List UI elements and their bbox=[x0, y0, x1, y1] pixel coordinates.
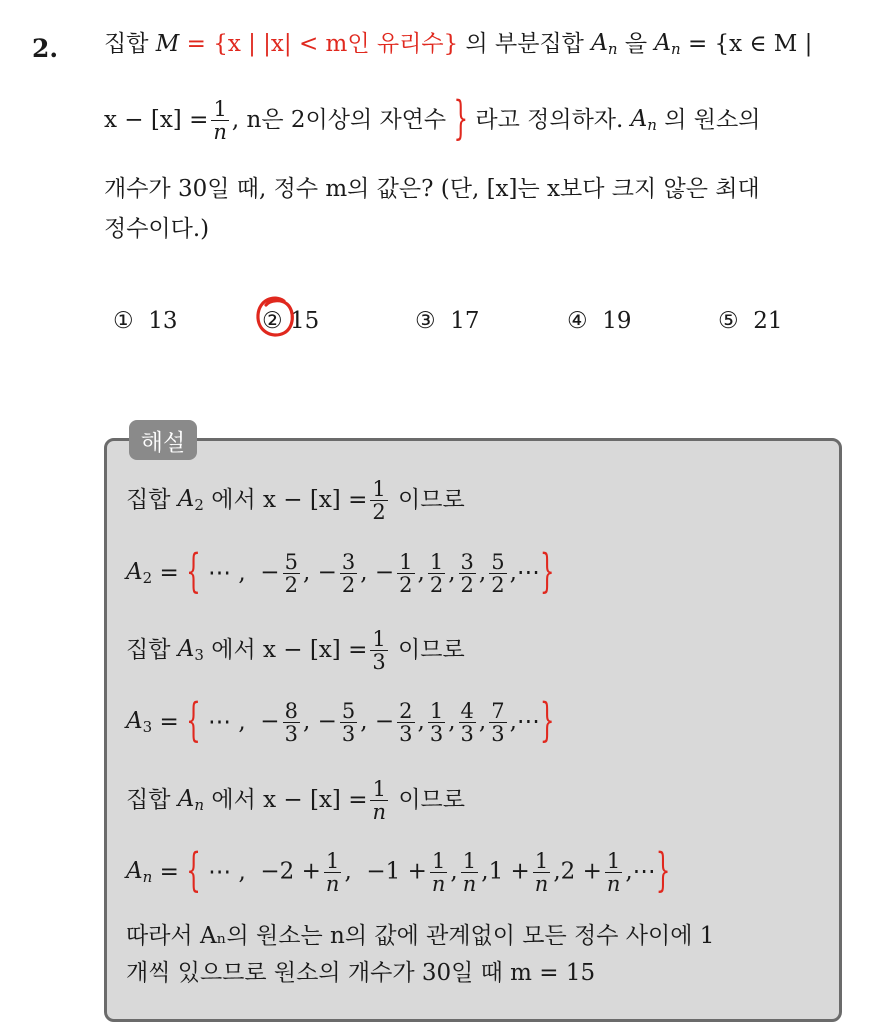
s-text: 이므로 bbox=[398, 787, 465, 814]
choice-value: 17 bbox=[450, 308, 480, 334]
fraction-numerator: 1 bbox=[372, 477, 386, 501]
selected-answer-circle-icon bbox=[254, 295, 296, 341]
an-item: 2 + $\frac{1}{n}$ ,⋯ bbox=[560, 849, 656, 897]
set-an-symbol: $A_n$ bbox=[126, 858, 153, 887]
an-item: $\frac{1}{n}$ , bbox=[462, 849, 489, 897]
question-line-2 bbox=[104, 93, 761, 146]
a2-item: $\frac{5}{2}$ ,⋯ bbox=[491, 550, 540, 598]
conclusion-line-1: 따라서 Aₙ의 원소는 n의 값에 관계없이 모든 정수 사이에 1 bbox=[126, 923, 715, 949]
equals: = bbox=[159, 709, 179, 736]
choice-value: 15 bbox=[289, 308, 320, 334]
a3-item: $\frac{1}{3}$ , bbox=[429, 699, 456, 747]
set-an-symbol: $A_n$ bbox=[654, 30, 681, 58]
a2-item: − $\frac{3}{2}$ , bbox=[317, 550, 368, 598]
brace-close-icon: } bbox=[539, 695, 555, 748]
a2-item: ⋯ , bbox=[208, 560, 246, 587]
question-line-1 bbox=[104, 32, 812, 57]
choice-mark: ⑤ bbox=[718, 308, 739, 334]
brace-open-icon: { bbox=[186, 695, 201, 748]
set-a2-symbol: $A_2$ bbox=[126, 559, 153, 588]
choice-mark: ① bbox=[113, 308, 134, 334]
s-text: 에서 x − [x] = bbox=[211, 787, 368, 814]
choice-mark: ③ bbox=[415, 308, 436, 334]
a2-item: $\frac{3}{2}$ , bbox=[460, 550, 487, 598]
set-a2-symbol: $A_2$ bbox=[177, 486, 204, 515]
solution-tag: 해설 bbox=[129, 420, 197, 460]
fraction-numerator: 1 bbox=[372, 777, 386, 801]
a2-item: − $\frac{1}{2}$ , bbox=[374, 550, 425, 598]
fraction-denominator: n bbox=[372, 800, 387, 825]
q-text: 의 원소의 bbox=[664, 107, 761, 134]
choice-1[interactable] bbox=[113, 308, 178, 334]
q-text: 라고 정의하자. bbox=[475, 107, 624, 134]
choice-mark: ② bbox=[262, 308, 283, 334]
set-an-symbol: $A_n$ bbox=[177, 786, 205, 815]
choice-value: 13 bbox=[148, 308, 178, 334]
conclusion-line-2: 개씩 있으므로 원소의 개수가 30일 때 m = 15 bbox=[126, 960, 596, 986]
brace-open-icon: { bbox=[186, 845, 201, 898]
question-number: 2. bbox=[32, 34, 59, 63]
s-text: 에서 x − [x] = bbox=[211, 487, 368, 514]
set-an-symbol: $A_n$ bbox=[591, 30, 618, 58]
set-a3-symbol: $A_3$ bbox=[177, 636, 204, 665]
an-item: −1 + $\frac{1}{n}$ , bbox=[366, 849, 458, 897]
s-text: 에서 x − [x] = bbox=[211, 637, 368, 664]
s-text: 집합 bbox=[126, 637, 171, 664]
a3-item: − $\frac{2}{3}$ , bbox=[374, 699, 425, 747]
question-line-3: 개수가 30일 때, 정수 m의 값은? (단, [x]는 x보다 크지 않은 최대 bbox=[104, 176, 760, 202]
set-m-symbol: M bbox=[155, 31, 180, 57]
solution-line-1 bbox=[126, 478, 465, 523]
q-text: , n은 2이상의 자연수 bbox=[231, 107, 447, 134]
an-item: 1 + $\frac{1}{n}$ , bbox=[488, 849, 561, 897]
a3-item: − $\frac{5}{3}$ , bbox=[317, 699, 368, 747]
question-line-4: 정수이다.) bbox=[104, 216, 210, 242]
equals: = bbox=[159, 859, 179, 886]
fraction-denominator: n bbox=[213, 120, 227, 145]
fraction-denominator: 2 bbox=[372, 500, 386, 525]
a2-item: − $\frac{5}{2}$ , bbox=[260, 550, 311, 598]
fraction-denominator: 3 bbox=[372, 650, 386, 675]
equals: = bbox=[159, 560, 179, 587]
set-a3-line bbox=[126, 695, 555, 748]
choice-4[interactable] bbox=[567, 308, 632, 334]
an-item: ⋯ , bbox=[208, 859, 246, 886]
set-an-line bbox=[126, 845, 671, 898]
brace-close-icon: } bbox=[539, 546, 555, 599]
s-text: 집합 bbox=[126, 787, 171, 814]
a3-item: − $\frac{8}{3}$ , bbox=[260, 699, 311, 747]
choice-5[interactable] bbox=[718, 308, 783, 334]
an-definition-start: = {x ∈ M | bbox=[687, 31, 813, 57]
q-text: 집합 bbox=[104, 31, 149, 57]
set-an-symbol: $A_n$ bbox=[630, 106, 657, 135]
fraction bbox=[370, 778, 388, 823]
s-text: 이므로 bbox=[398, 487, 465, 514]
fraction bbox=[370, 478, 387, 523]
choice-value: 21 bbox=[753, 308, 783, 334]
choice-3[interactable] bbox=[415, 308, 480, 334]
choice-mark: ④ bbox=[567, 308, 588, 334]
brace-close-icon: } bbox=[453, 93, 469, 146]
fraction-numerator: 1 bbox=[213, 97, 227, 121]
a3-item: $\frac{7}{3}$ ,⋯ bbox=[491, 699, 540, 747]
fraction bbox=[370, 628, 387, 673]
q-text: 을 bbox=[624, 31, 648, 57]
brace-open-icon: { bbox=[186, 546, 201, 599]
set-m-definition: = {x | |x| < m인 유리수} bbox=[186, 31, 459, 57]
q-text: 의 부분집합 bbox=[465, 31, 584, 57]
brace-close-icon: } bbox=[655, 845, 671, 898]
s-text: 집합 bbox=[126, 487, 171, 514]
set-a2-line bbox=[126, 546, 555, 599]
a3-item: $\frac{4}{3}$ , bbox=[460, 699, 487, 747]
fraction-numerator: 1 bbox=[372, 627, 386, 651]
a3-item: ⋯ , bbox=[208, 709, 246, 736]
choice-value: 19 bbox=[602, 308, 632, 334]
fraction bbox=[211, 98, 229, 143]
a2-item: $\frac{1}{2}$ , bbox=[429, 550, 456, 598]
q-text: x − [x] = bbox=[104, 107, 209, 134]
an-item: −2 + $\frac{1}{n}$ , bbox=[260, 849, 352, 897]
s-text: 이므로 bbox=[398, 637, 465, 664]
set-a3-symbol: $A_3$ bbox=[126, 708, 153, 737]
solution-line-5 bbox=[126, 778, 465, 823]
solution-line-3 bbox=[126, 628, 465, 673]
